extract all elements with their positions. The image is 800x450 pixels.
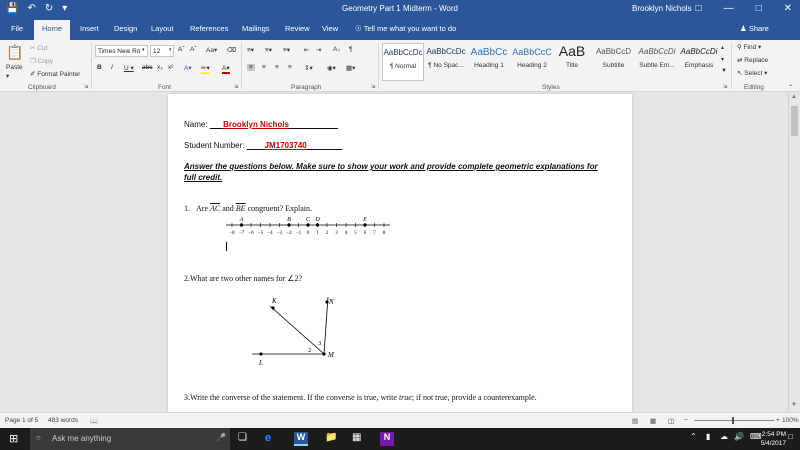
tab-view[interactable]: View: [322, 24, 339, 33]
number-line-tick-label: −1: [295, 231, 302, 236]
word-count[interactable]: 483 words: [48, 417, 78, 424]
label-angle-3: 3: [318, 340, 322, 347]
grow-font-icon[interactable]: Aˆ: [178, 46, 185, 53]
shading-icon[interactable]: ◉▾: [327, 65, 336, 72]
student-number-value: JM1703740: [264, 141, 307, 150]
number-line-tick-label: 2: [325, 231, 329, 236]
ribbon-tabs: [0, 20, 800, 40]
window-title: Geometry Part 1 Midterm - Word: [342, 4, 458, 13]
minimize-icon[interactable]: —: [723, 3, 734, 14]
strikethrough-icon[interactable]: abc: [142, 64, 153, 71]
zoom-in-icon[interactable]: +: [776, 417, 780, 424]
number-line-tick-label: −3: [276, 231, 283, 236]
zoom-out-icon[interactable]: −: [684, 417, 688, 424]
divider: [731, 43, 732, 89]
text-cursor: [226, 242, 227, 251]
share-icon: ♟: [740, 24, 747, 33]
align-right-icon[interactable]: ≡: [275, 64, 279, 71]
number-line-tick-label: 7: [373, 231, 376, 236]
paragraph-group-label: Paragraph: [291, 84, 322, 91]
divider: [91, 43, 92, 89]
select-button[interactable]: ↖ Select ▾: [737, 70, 768, 77]
ribbon-display-icon[interactable]: □: [695, 3, 702, 14]
chevron-down-icon[interactable]: ▾: [142, 47, 145, 53]
action-center-icon[interactable]: □: [788, 432, 793, 441]
underline-icon[interactable]: U ▾: [124, 65, 134, 72]
multilevel-list-icon[interactable]: ≡▾: [283, 47, 291, 54]
clear-formatting-icon[interactable]: ⌫: [227, 47, 237, 54]
proofing-icon[interactable]: 📖: [90, 418, 99, 425]
label-k: K: [272, 297, 277, 305]
task-view-icon[interactable]: ❏: [238, 432, 247, 443]
divider: [378, 43, 379, 89]
scroll-down-icon[interactable]: ▼: [791, 402, 797, 408]
style-subtitle[interactable]: AaBbCcD Subtitle: [595, 47, 632, 69]
zoom-slider-thumb[interactable]: [732, 417, 734, 424]
style-emphasis[interactable]: AaBbCcDi Emphasis: [680, 47, 718, 69]
web-layout-icon[interactable]: ◫: [668, 418, 675, 425]
number-line-tick-label: −8: [229, 231, 235, 236]
borders-icon[interactable]: ▦▾: [346, 65, 356, 72]
copy-icon: ❐: [30, 58, 36, 65]
tab-references[interactable]: References: [190, 24, 229, 33]
tell-me-box[interactable]: ☉ Tell me what you want to do: [355, 24, 457, 33]
windows-start-icon[interactable]: ⊞: [9, 433, 19, 445]
style-subtle-emphasis[interactable]: AaBbCcDi Subtle Em...: [638, 47, 676, 69]
student-number-line: Student Number: ____JM1703740________: [184, 141, 343, 150]
number-line-point: [240, 223, 243, 226]
brush-icon: ✐: [30, 71, 36, 78]
edge-icon[interactable]: e: [265, 432, 272, 444]
copy-button[interactable]: ❐ Copy: [30, 58, 53, 65]
label-angle-2: 2: [308, 347, 312, 354]
number-line: [226, 214, 396, 240]
volume-icon[interactable]: 🔊: [734, 432, 744, 441]
label-l: L: [259, 359, 263, 367]
segment-ac: $\overline{AC}$: [210, 204, 221, 213]
tab-insert[interactable]: Insert: [80, 24, 99, 33]
format-painter-button[interactable]: ✐ Format Painter: [30, 71, 81, 78]
segment-be: $\overline{BE}$: [235, 204, 246, 213]
number-line-point: [306, 223, 309, 226]
styles-scroll-up-icon[interactable]: ▴: [721, 45, 725, 51]
number-line-point: [363, 223, 366, 226]
shrink-font-icon[interactable]: Aˇ: [190, 46, 197, 53]
status-bar: [0, 412, 800, 428]
tab-review[interactable]: Review: [285, 24, 310, 33]
number-line-tick-label: −6: [248, 231, 254, 236]
number-line-point-label: B: [287, 217, 291, 223]
align-left-icon[interactable]: ≡: [249, 64, 253, 71]
number-line-point-label: C: [305, 217, 311, 223]
align-center-icon[interactable]: ≡: [262, 64, 266, 71]
italic-icon[interactable]: I: [111, 64, 113, 71]
font-launcher-icon[interactable]: ⇲: [234, 84, 239, 90]
editing-group-label: Editing: [744, 84, 764, 91]
styles-more-icon[interactable]: ▼: [721, 68, 727, 74]
question-1: 1. Are $\overline{AC}$ and $\overline{BE}$ congruent? Explain.: [184, 204, 312, 213]
pilcrow-icon[interactable]: ¶: [349, 46, 353, 53]
share-button[interactable]: ♟ Share: [740, 24, 769, 33]
number-line-tick-label: 4: [344, 231, 348, 236]
bullets-icon[interactable]: ≡▾: [247, 47, 255, 54]
styles-launcher-icon[interactable]: ⇲: [723, 84, 728, 90]
microphone-icon[interactable]: 🎤: [216, 433, 226, 442]
number-line-tick-label: −2: [286, 231, 292, 236]
replace-button[interactable]: ⇄ Replace: [737, 57, 769, 64]
number-line-point: [287, 223, 290, 226]
zoom-slider[interactable]: [694, 420, 774, 421]
taskbar: [0, 428, 800, 450]
scissors-icon: ✂: [30, 45, 36, 52]
number-line-tick-label: −4: [267, 231, 273, 236]
number-line-tick-label: 3: [335, 231, 338, 236]
number-line-tick-label: 5: [354, 231, 357, 236]
onenote-icon[interactable]: N: [380, 432, 394, 446]
scroll-up-icon[interactable]: ▲: [791, 94, 797, 100]
document-area: [0, 92, 800, 412]
collapse-ribbon-icon[interactable]: ⌃: [788, 85, 794, 91]
word-icon[interactable]: W: [294, 432, 308, 446]
decrease-indent-icon[interactable]: ⇤: [304, 47, 310, 54]
font-color-icon[interactable]: A▾: [222, 65, 230, 72]
number-line-point: [316, 223, 319, 226]
clipboard-launcher-icon[interactable]: ⇲: [84, 84, 89, 90]
close-icon[interactable]: ✕: [783, 3, 792, 14]
style-heading-1[interactable]: AaBbCc Heading 1: [470, 47, 508, 69]
ray-mn: [324, 297, 328, 354]
question-3: 3.Write the converse of the statement. If the converse is true, write true; if not true, provide a counterexample.: [184, 393, 537, 402]
paste-dropdown-icon[interactable]: ▾: [6, 73, 10, 80]
chevron-down-icon[interactable]: ▾: [169, 47, 172, 53]
question-2: 2.What are two other names for ∠2?: [184, 274, 303, 283]
file-explorer-icon[interactable]: 📁: [325, 432, 338, 443]
maximize-icon[interactable]: □: [755, 3, 762, 14]
number-line-tick-label: 1: [316, 231, 319, 236]
number-line-tick-label: 8: [382, 231, 386, 236]
vertical-scrollbar[interactable]: [788, 92, 800, 412]
instructions: Answer the questions below. Make sure to show your work and provide complete geometric explanations for full credit.: [184, 162, 598, 182]
search-icon: ⚲: [737, 44, 742, 51]
keyboard-icon[interactable]: ⌨: [750, 432, 762, 441]
justify-icon[interactable]: ≡: [288, 64, 292, 71]
font-family-select[interactable]: Times New Ro: [95, 45, 148, 57]
notifications-up-icon[interactable]: ⌃: [690, 432, 697, 441]
find-button[interactable]: ⚲ Find ▾: [737, 44, 762, 51]
style-heading-2[interactable]: AaBbCcC Heading 2: [512, 47, 552, 69]
number-line-tick-label: −7: [238, 231, 245, 236]
page-count[interactable]: Page 1 of 5: [5, 417, 39, 424]
user-name[interactable]: Brooklyn Nichols: [632, 4, 692, 13]
superscript-icon[interactable]: x²: [168, 64, 174, 71]
number-line-tick-label: 0: [306, 231, 310, 236]
line-spacing-icon[interactable]: ⇕▾: [304, 65, 313, 72]
text-effects-icon[interactable]: A▾: [184, 65, 192, 72]
battery-icon[interactable]: ▮: [706, 432, 711, 441]
search-placeholder: Ask me anything: [52, 434, 112, 443]
paragraph-launcher-icon[interactable]: ⇲: [371, 84, 376, 90]
paste-button[interactable]: Paste: [6, 64, 23, 71]
style-no-spacing[interactable]: AaBbCcDc ¶ No Spac...: [426, 47, 466, 69]
numbering-icon[interactable]: ≡▾: [265, 47, 273, 54]
zoom-level[interactable]: 100%: [782, 417, 799, 424]
scroll-thumb[interactable]: [791, 106, 798, 136]
font-size-select[interactable]: 12: [150, 45, 174, 57]
number-line-point-label: E: [363, 217, 367, 223]
ray-mk: [270, 306, 324, 354]
number-line-point-label: A: [239, 217, 244, 223]
number-line-tick-label: 6: [363, 231, 367, 236]
wifi-icon[interactable]: ☁: [720, 432, 728, 441]
customize-qat-icon[interactable]: ▾: [62, 3, 68, 14]
undo-icon[interactable]: ↶: [27, 3, 36, 14]
label-n: N: [329, 298, 334, 306]
tab-mailings[interactable]: Mailings: [242, 24, 270, 33]
divider: [241, 43, 242, 89]
label-m: M: [328, 351, 334, 359]
clipboard-group-label: Clipboard: [28, 84, 56, 91]
clock[interactable]: 2:54 PM 5/4/2017: [760, 431, 786, 447]
tab-layout[interactable]: Layout: [151, 24, 174, 33]
cortana-icon: ○: [36, 433, 41, 442]
increase-indent-icon[interactable]: ⇥: [316, 47, 322, 54]
tab-home[interactable]: Home: [34, 20, 70, 40]
cortana-search[interactable]: [30, 428, 230, 450]
read-mode-icon[interactable]: ▤: [632, 418, 639, 425]
cut-button[interactable]: ✂ Cut: [30, 45, 48, 52]
name-line: Name: ___Brooklyn Nichols___________: [184, 120, 338, 129]
name-value: Brooklyn Nichols: [223, 120, 289, 129]
tab-file[interactable]: File: [11, 24, 24, 33]
change-case-icon[interactable]: Aa▾: [206, 47, 218, 54]
ribbon-home: [0, 40, 800, 92]
number-line-tick-label: −5: [257, 231, 264, 236]
paste-icon[interactable]: 📋: [6, 44, 24, 60]
save-icon[interactable]: 💾: [6, 3, 19, 14]
point-k: [271, 306, 274, 309]
style-normal[interactable]: AaBbCcDc ¶ Normal: [382, 43, 424, 81]
redo-icon[interactable]: ↻: [44, 3, 54, 14]
lightbulb-icon: ☉: [355, 24, 362, 33]
cursor-icon: ↖: [737, 70, 743, 77]
sort-icon[interactable]: A↓: [333, 46, 341, 53]
angle-diagram: [248, 292, 348, 367]
tab-design[interactable]: Design: [114, 24, 138, 33]
style-title[interactable]: AaB Title: [558, 43, 586, 69]
bold-icon[interactable]: B: [97, 64, 102, 71]
replace-icon: ⇄: [737, 57, 743, 64]
font-group-label: Font: [158, 84, 172, 91]
calculator-icon[interactable]: ▦: [352, 432, 362, 443]
styles-group-label: Styles: [542, 84, 560, 91]
print-layout-icon[interactable]: ▦: [650, 418, 657, 425]
styles-scroll-down-icon[interactable]: ▾: [721, 57, 725, 63]
number-line-point-label: D: [315, 217, 320, 223]
point-m: [322, 352, 325, 355]
document-page[interactable]: [168, 94, 632, 412]
point-l: [259, 352, 262, 355]
title-bar: [0, 0, 800, 20]
subscript-icon[interactable]: x₂: [157, 64, 163, 71]
window-controls: [696, 3, 792, 14]
highlight-icon[interactable]: ✏▾: [201, 65, 210, 72]
